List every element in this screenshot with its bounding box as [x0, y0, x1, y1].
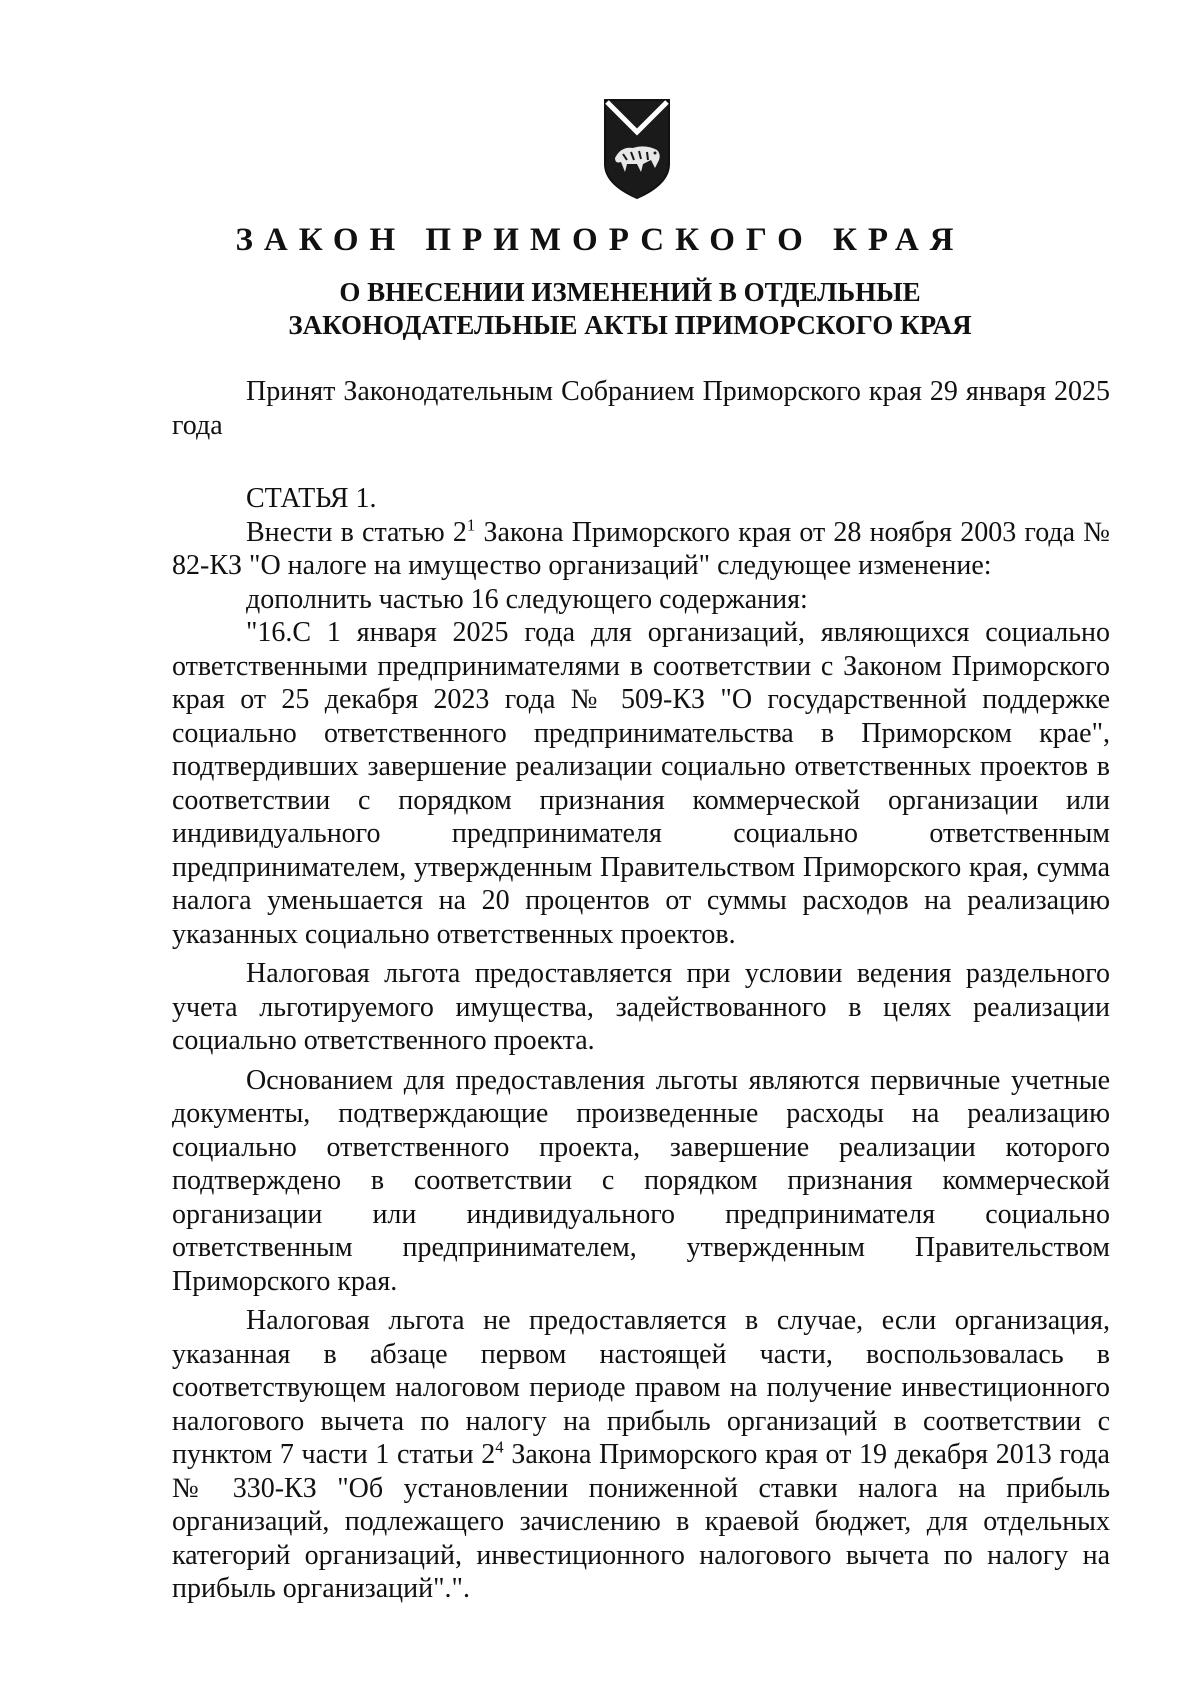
paragraph-benefit-exclusion — [172, 1304, 1110, 1606]
document-body — [172, 375, 1110, 1606]
intro-superscript: 1 — [466, 515, 476, 535]
spacer — [172, 442, 1110, 482]
exclusion-text-b: Закона Приморского края от 19 декабря 2013 года № 330-КЗ "Об установлении пониженной ставки налога на прибыль организаций, подлежащего зачислению в краевой бюджет, для отдельных категорий организаций, инвестиционного налогового вычета по налогу на прибыль организаций".". — [172, 1439, 1110, 1604]
subtitle-line-2: ЗАКОНОДАТЕЛЬНЫЕ АКТЫ ПРИМОРСКОГО КРАЯ — [288, 310, 972, 340]
paragraph-16: "16.С 1 января 2025 года для организаций, являющихся социально ответственными предпринимателями в соответствии с Законом Приморского края от 25 декабря 2023 года № 509-КЗ "О государственной поддержке социально ответственного предпринимательства в Приморском крае", подтвердивших завершение реализации социально ответственных проектов в соответствии с порядком признания коммерческой организации или индивидуального предпринимателя социально ответственным предпринимателем, утвержденным Правительством Приморского края, сумма налога уменьшается на 20 процентов от суммы расходов на реализацию указанных социально ответственных проектов. — [172, 617, 1110, 950]
adoption-statement: Принят Законодательным Собранием Приморского края 29 января 2025 года — [172, 376, 1110, 441]
paragraph-benefit-basis: Основанием для предоставления льготы являются первичные учетные документы, подтверждающие произведенные расходы на реализацию социально ответственного проекта, завершение реализации которого подтверждено в соответствии с порядком признания коммерческой организации или индивидуального предпринимателя социально ответственным предпринимателем, утвержденным Правительством Приморского края. — [172, 1064, 1110, 1297]
coat-of-arms-icon — [601, 98, 673, 202]
intro-text-b: Закона Приморского края от 28 ноября 2003 года № 82-КЗ "О налоге на имущество организаций" следующее изменение: — [172, 516, 1110, 581]
article-intro — [172, 516, 1110, 583]
article-heading: СТАТЬЯ 1. — [246, 483, 377, 514]
paragraph-benefit-condition: Налоговая льгота предоставляется при условии ведения раздельного учета льготируемого имущества, задействованного в целях реализации социально ответственного проекта. — [172, 958, 1110, 1056]
exclusion-superscript: 4 — [495, 1437, 504, 1457]
addition-clause: дополнить частью 16 следующего содержания: — [246, 583, 808, 615]
intro-text-a: Внести в статью 2 — [246, 516, 467, 548]
law-title: ЗАКОН ПРИМОРСКОГО КРАЯ — [235, 222, 965, 258]
exclusion-text-a: Налоговая льгота не предоставляется в случае, если организация, указанная в абзаце первом настоящей части, воспользовалась в соответствующем налоговом периоде правом на получение инвестиционного налогового вычета по налогу на прибыль организаций в соответствии с пунктом 7 части 1 статьи 2 — [172, 1305, 1110, 1470]
subtitle-line-1: О ВНЕСЕНИИ ИЗМЕНЕНИЙ В ОТДЕЛЬНЫЕ — [339, 277, 921, 307]
law-subtitle — [220, 276, 1040, 342]
